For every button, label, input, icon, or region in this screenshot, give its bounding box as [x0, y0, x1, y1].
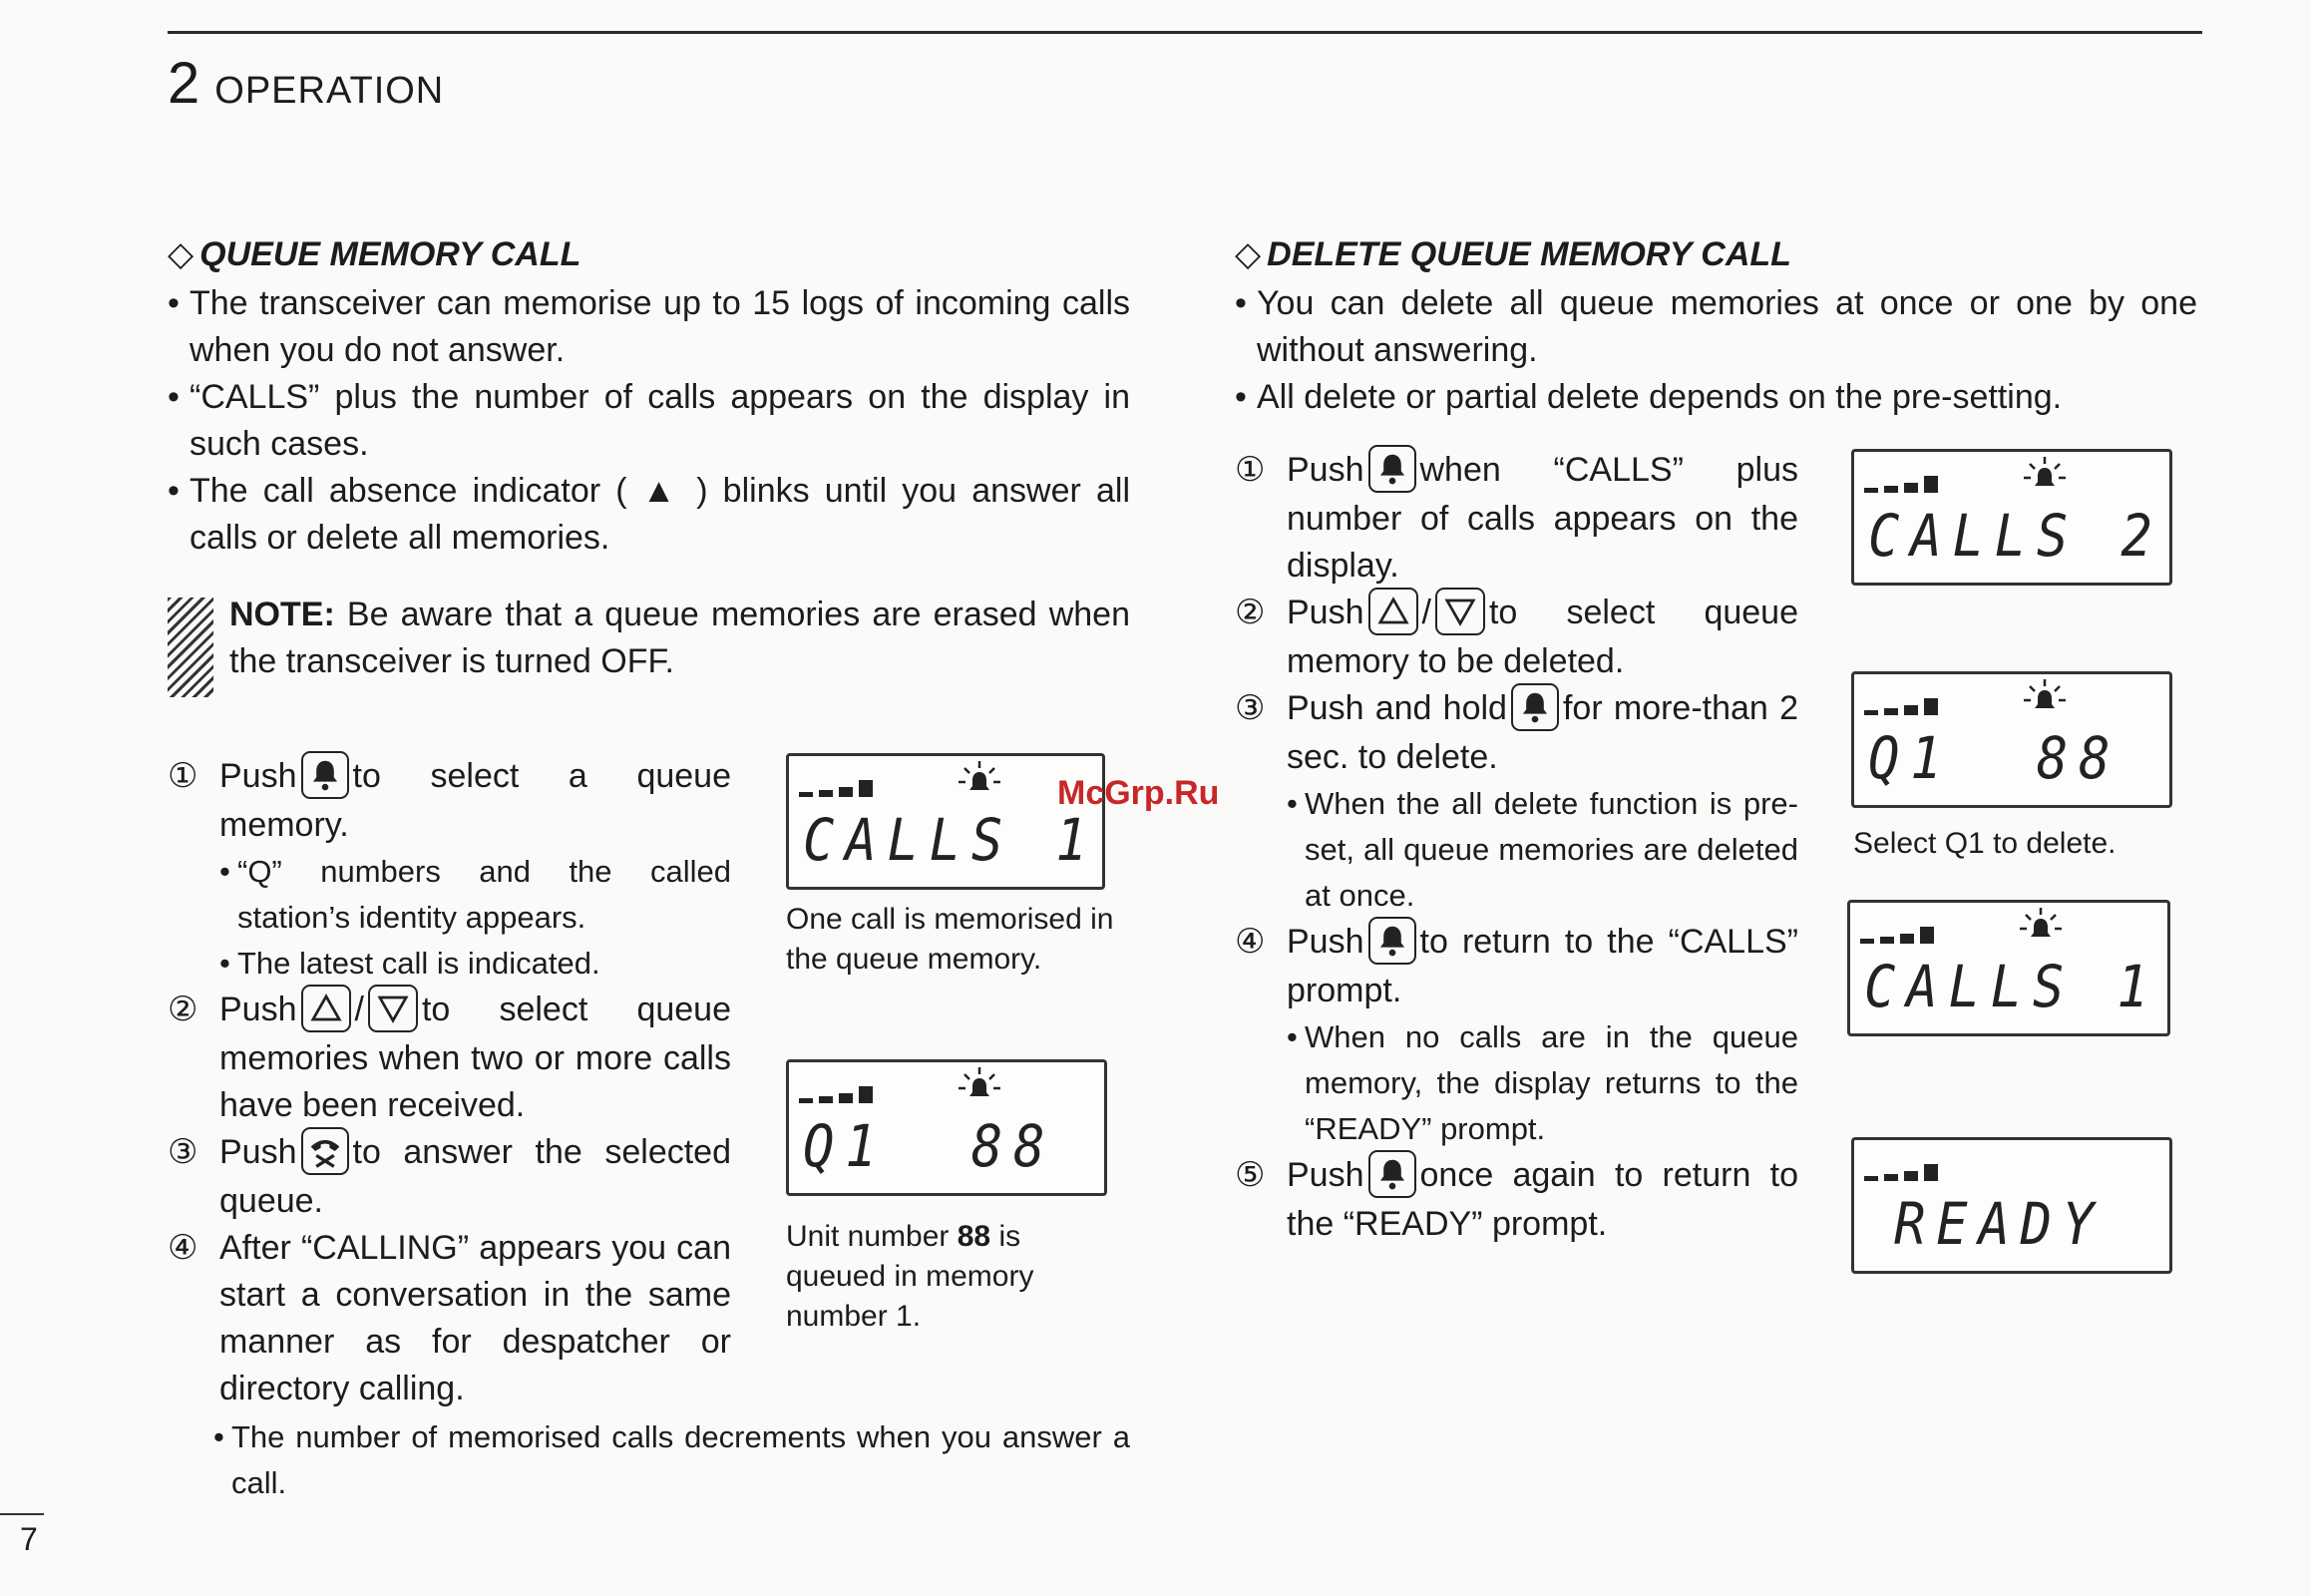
delete-step-3-note: • When the all delete function is pre-set, all queue memories are deleted at once.	[1287, 781, 1798, 919]
delete-step-3: ③ Push and hold for more-than 2 sec. to delete.	[1235, 685, 1798, 781]
lcd-caption: One call is memorised in the queue memory.	[786, 903, 1114, 976]
lcd-text: Q1 88	[1868, 724, 2121, 792]
blinking-bell-icon	[957, 1066, 1002, 1112]
final-note	[168, 1414, 1130, 1506]
delete-step-5: ⑤ Push once again to return to the “READY” prompt.	[1235, 1152, 1798, 1248]
up-arrow-key-icon	[301, 985, 351, 1032]
lcd-display-ready	[1851, 1137, 2172, 1274]
page-number-rule	[0, 1513, 44, 1515]
lcd-display-calls-2	[1851, 449, 2172, 586]
step-1-note: • “Q” numbers and the called station’s identity appears.	[219, 849, 731, 941]
signal-strength-icon	[799, 768, 899, 804]
note-hatch-icon	[168, 598, 213, 697]
bell-key-icon	[1368, 917, 1416, 965]
note-block	[168, 592, 1130, 685]
decrement-note: • The number of memorised calls decrements when you answer a call.	[213, 1414, 1130, 1506]
signal-strength-icon	[1860, 915, 1960, 951]
bullet-item: • The call absence indicator ( ▲ ) blinks until you answer all calls or delete all memories.	[168, 468, 1130, 562]
lcd-display-q1-88	[1851, 671, 2172, 808]
diamond-icon: ◇	[1235, 235, 1262, 273]
signal-strength-icon	[1864, 686, 1964, 722]
lcd-text: CALLS 1	[1864, 953, 2159, 1020]
note-text: Be aware that a queue memories are erased when the transceiver is turned OFF.	[229, 596, 1130, 680]
left-steps	[168, 753, 731, 1412]
blinking-bell-icon	[2018, 907, 2064, 953]
bell-key-icon	[1511, 683, 1559, 731]
watermark: McGrp.Ru	[1057, 774, 1220, 812]
step-4: ④ After “CALLING” appears you can start a conversation in the same manner as for despatcher or directory calling.	[168, 1229, 731, 1408]
left-column	[168, 231, 1130, 685]
bullet-item: • The transceiver can memorise up to 15 logs of incoming calls when you do not answer.	[168, 280, 1130, 374]
bell-key-icon	[1368, 1150, 1416, 1198]
blinking-bell-icon	[2022, 678, 2068, 724]
bell-key-icon	[1368, 445, 1416, 493]
down-arrow-key-icon	[1435, 588, 1485, 635]
blinking-bell-icon	[957, 760, 1002, 806]
step-1-note: • The latest call is indicated.	[219, 941, 731, 987]
step-3: ③ Push to answer the selected queue.	[168, 1129, 731, 1225]
step-1: ① Push to select a queue memory.	[168, 753, 731, 849]
delete-step-4: ④ Push to return to the “CALLS” prompt.	[1235, 919, 1798, 1014]
blinking-bell-icon	[2022, 456, 2068, 502]
queue-memory-heading: ◇ QUEUE MEMORY CALL	[168, 235, 581, 273]
answer-key-icon	[301, 1127, 349, 1175]
right-steps	[1235, 447, 1798, 1248]
down-arrow-key-icon	[368, 985, 418, 1032]
header-rule	[168, 31, 2202, 34]
lcd-text: CALLS 2	[1868, 502, 2163, 570]
bullet-item: • You can delete all queue memories at once or one by one without answering.	[1235, 280, 2197, 374]
page-number: 7	[20, 1521, 38, 1557]
bullet-item: • All delete or partial delete depends on the pre-setting.	[1235, 374, 2197, 421]
signal-strength-icon	[1864, 1152, 1964, 1188]
right-column	[1235, 231, 2197, 421]
chapter-number: 2	[168, 51, 201, 116]
delete-step-4-note: • When no calls are in the queue memory, the display returns to the “READY” prompt.	[1287, 1014, 1798, 1152]
lcd-caption: Unit number 88 is queued in memory number 1.	[786, 1220, 1034, 1333]
delete-queue-heading: ◇ DELETE QUEUE MEMORY CALL	[1235, 235, 1791, 273]
lcd-text: READY	[1894, 1190, 2106, 1258]
lcd-text: CALLS 1	[803, 806, 1098, 874]
signal-strength-icon	[799, 1074, 899, 1110]
lcd-display-q1-88	[786, 1059, 1107, 1196]
bell-key-icon	[301, 751, 349, 799]
signal-strength-icon	[1864, 464, 1964, 500]
lcd-text: Q1 88	[803, 1112, 1056, 1180]
diamond-icon: ◇	[168, 235, 194, 273]
up-arrow-key-icon	[1368, 588, 1418, 635]
delete-step-2: ② Push / to select queue memory to be deleted.	[1235, 590, 1798, 685]
delete-step-1: ① Push when “CALLS” plus number of calls appears on the display.	[1235, 447, 1798, 590]
note-label: NOTE:	[229, 596, 335, 633]
chapter-title	[168, 50, 444, 117]
bullet-item: • “CALLS” plus the number of calls appears on the display in such cases.	[168, 374, 1130, 468]
chapter-label: OPERATION	[214, 70, 445, 112]
lcd-caption: Select Q1 to delete.	[1853, 827, 2117, 860]
step-2: ② Push / to select queue memories when two or more calls have been received.	[168, 987, 731, 1129]
lcd-display-calls-1	[1847, 900, 2170, 1036]
